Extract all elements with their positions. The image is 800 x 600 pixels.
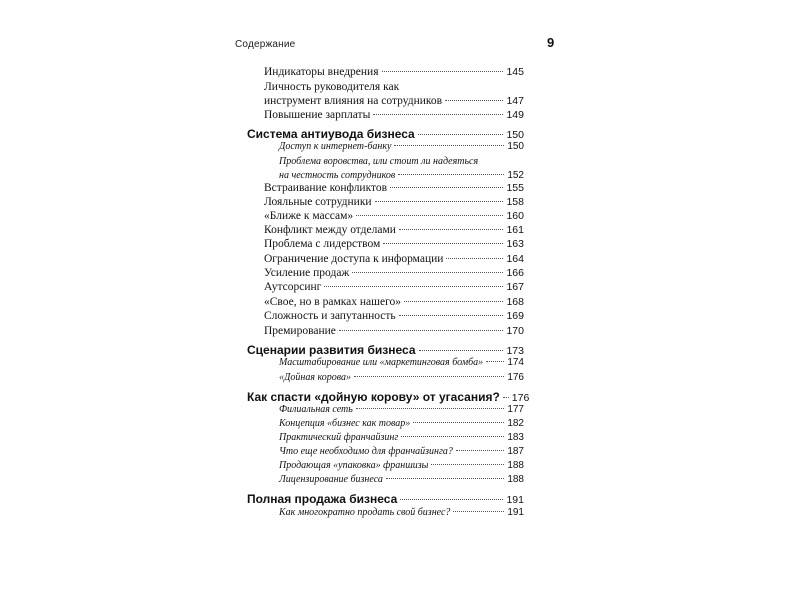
toc-entry-title-line1: Личность руководителя как [264,81,400,93]
toc-entry-title: Как многократно продать свой бизнес? [279,507,451,518]
toc-entry-page: 177 [507,404,524,415]
toc-entry-title: «Ближе к массам» [264,210,354,222]
dot-leader [354,376,504,377]
dot-leader [456,450,504,451]
toc-entry-page: 150 [507,141,524,152]
dot-leader [375,201,504,202]
dot-leader [431,464,504,465]
toc-entry-title: «Свое, но в рамках нашего» [264,296,402,308]
toc-entry-page: 167 [506,281,524,293]
toc-entry-title: Как спасти «дойную корову» от угасания? [247,390,500,404]
toc-entry-title: Система антиувода бизнеса [247,127,415,141]
toc-entry-title: Масштабирование или «маркетинговая бомба» [279,357,484,368]
toc-entry-page: 176 [511,392,530,404]
dot-leader [324,286,503,287]
toc-entry [264,238,524,250]
toc-entry [264,325,524,337]
toc-entry-page: 176 [507,372,524,383]
dot-leader [339,330,504,331]
toc-entry [264,182,524,194]
dot-leader [383,243,503,244]
dot-leader [413,422,504,423]
dot-leader [404,301,503,302]
toc-entry-title-line1: Проблема воровства, или стоит ли надеяться [279,156,479,167]
toc-entry [264,95,524,107]
toc-entry-page: 188 [507,460,524,471]
toc-entry-page: 166 [506,267,524,279]
dot-leader [390,187,503,188]
toc-section-entry [247,390,530,404]
toc-entry-page: 163 [506,238,524,250]
toc-entry [264,210,524,222]
toc-entry-title: Сценарии развития бизнеса [247,343,416,357]
running-header-title: Содержание [235,39,296,50]
toc-entry-title: Полная продажа бизнеса [247,492,398,506]
toc-entry-title: Ограничение доступа к информации [264,253,444,265]
toc-section-entry [247,343,524,357]
toc-entry-page: 173 [506,345,524,357]
toc-entry [279,357,524,368]
dot-leader [399,315,504,316]
toc-entry-page: 152 [507,170,524,181]
dot-leader [486,361,504,362]
toc-entry-page: 164 [506,253,524,265]
toc-entry [279,507,524,518]
toc-entry-page: 158 [506,196,524,208]
toc-entry [264,267,524,279]
toc-entry-page: 149 [506,109,524,121]
toc-entry-title: Лояльные сотрудники [264,196,372,208]
toc-entry [279,474,524,485]
toc-entry-page: 150 [506,129,524,141]
toc-entry-title: Усиление продаж [264,267,350,279]
toc-entry-title: Что еще необходимо для франчайзинга? [279,446,453,457]
toc-entry [279,432,524,443]
toc-entry [264,224,524,236]
toc-entry [279,372,524,383]
toc-section-entry [247,127,524,141]
toc-entry-title: Аутсорсинг [264,281,322,293]
toc-entry-page: 191 [507,507,524,518]
toc-entry [264,253,524,265]
dot-leader [382,71,504,72]
toc-entry [279,446,524,457]
toc-entry-title: Лицензирование бизнеса [279,474,383,485]
toc-entry [264,310,524,322]
toc-entry [279,460,524,471]
toc-entry-page: 168 [506,296,524,308]
dot-leader [446,258,503,259]
dot-leader [503,397,509,398]
toc-section-entry [247,492,524,506]
toc-entry [264,196,524,208]
toc-entry-title: Практический франчайзинг [279,432,399,443]
toc-entry-page: 147 [506,95,524,107]
toc-entry [279,141,524,152]
toc-entry [264,66,524,78]
dot-leader [394,145,504,146]
dot-leader [401,436,504,437]
toc-entry-title: «Дойная корова» [279,372,352,383]
toc-entry-page: 169 [506,310,524,322]
toc-entry-title: Индикаторы внедрения [264,66,379,78]
toc-entry-title: Конфликт между отделами [264,224,396,236]
toc-entry-title: инструмент влияния на сотрудников [264,95,443,107]
toc-entry-title: Филиальная сеть [279,404,353,415]
dot-leader [356,215,503,216]
toc-entry-title: Встраивание конфликтов [264,182,388,194]
dot-leader [418,134,504,135]
toc-entry-title: Доступ к интернет-банку [279,141,392,152]
toc-entry-page: 174 [507,357,524,368]
page-number: 9 [547,35,555,50]
toc-entry-page: 155 [506,182,524,194]
toc-entry-page: 145 [506,66,524,78]
dot-leader [398,174,504,175]
toc-entry [279,418,524,429]
toc-entry-page: 191 [506,494,524,506]
toc-entry-page: 187 [507,446,524,457]
toc-entry [264,296,524,308]
dot-leader [453,511,504,512]
toc-entry-title: Концепция «бизнес как товар» [279,418,411,429]
toc-entry [264,109,524,121]
toc-entry-title: Премирование [264,325,336,337]
dot-leader [445,100,503,101]
dot-leader [400,499,503,500]
toc-entry-page: 170 [506,325,524,337]
toc-entry-page: 188 [507,474,524,485]
toc-entry-page: 160 [506,210,524,222]
dot-leader [356,408,505,409]
toc-entry-title: Продающая «упаковка» франшизы [279,460,429,471]
toc-entry-title: Сложность и запутанность [264,310,396,322]
dot-leader [399,229,504,230]
dot-leader [419,350,504,351]
dot-leader [386,478,504,479]
toc-entry-page: 182 [507,418,524,429]
toc-entry [279,170,524,181]
toc-entry-title: Проблема с лидерством [264,238,381,250]
toc-entry [264,281,524,293]
dot-leader [373,114,503,115]
toc-entry-page: 183 [507,432,524,443]
toc-entry-page: 161 [506,224,524,236]
toc-entry-title: на честность сотрудников [279,170,396,181]
dot-leader [352,272,503,273]
toc-entry-title: Повышение зарплаты [264,109,371,121]
toc-entry [279,404,524,415]
